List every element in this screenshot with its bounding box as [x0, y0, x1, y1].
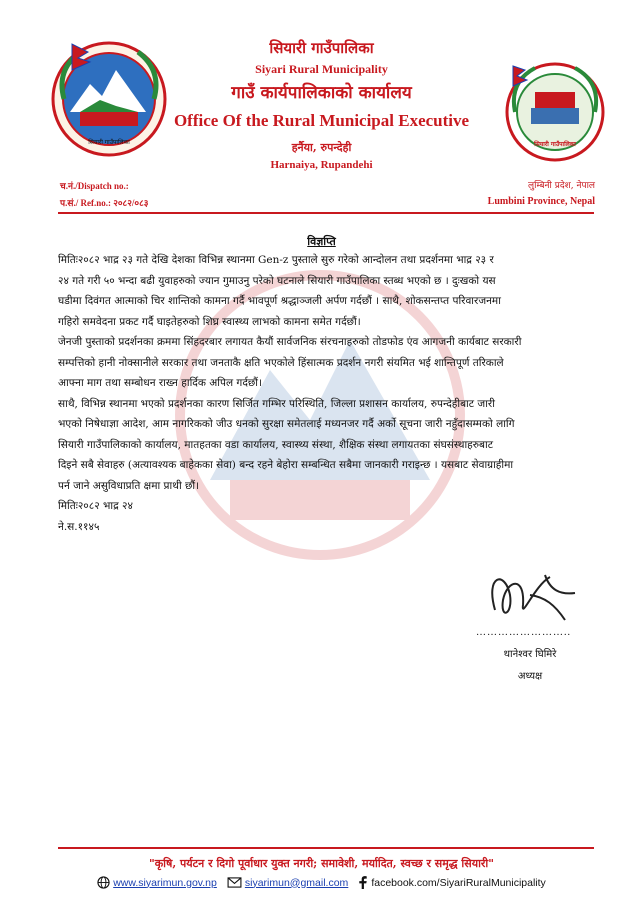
reference-number-label: प.सं./ Ref.no.: २०८२/०८३ [60, 198, 149, 208]
municipality-name-np: सियारी गाउँपालिका [269, 39, 374, 57]
notice-line: सम्पत्तिको हानी नोक्सानीले सरकार तथा जनताकै क्षति भएकोले हिंसात्मक प्रदर्शन नगरी संयमित भई शान्तिपूर्ण तरिकाले [58, 356, 504, 369]
footer-contacts [0, 876, 643, 889]
facebook-link[interactable]: facebook.com/SiyariRuralMunicipality [371, 876, 546, 889]
nepal-sambat-date: ने.स.११४५ [58, 520, 100, 533]
envelope-icon [227, 877, 242, 888]
notice-line: गहिरो समवेदना प्रकट गर्दै घाइतेहरुको शिघ्र स्वास्थ्य लाभको कामना समेत गर्दछौं। [58, 315, 361, 328]
notice-line: २४ गते गरी ५० भन्दा बढी युवाहरुको ज्यान गुमाउनु परेको घटनाले सियारी गाउँपालिका स्तब्ध भएको छ । दुःखको यस [58, 274, 496, 287]
footer-divider [58, 847, 594, 849]
notice-body [58, 250, 594, 537]
notice-line: पर्न जाने असुविधाप्रति क्षमा प्राथी छौं। [58, 479, 200, 492]
handwritten-signature [455, 565, 615, 625]
signatory-name: थानेश्वर घिमिरे [503, 649, 557, 660]
email-contact[interactable] [227, 877, 348, 889]
notice-line: साथै, विभिन्न स्थानमा भएको प्रदर्शनका कारण सिर्जित गम्भिर परिस्थिति, जिल्ला प्रशासन कार्यालय, रुपन्देहीबाट जारी [58, 397, 495, 410]
office-name-np: गाउँ कार्यपालिकाको कार्यालय [231, 83, 412, 103]
office-name-en: Office Of the Rural Municipal Executive [173, 111, 470, 130]
website-link[interactable]: www.siyarimun.gov.np [113, 876, 217, 889]
location-np: हर्नैया, रुपन्देही [291, 141, 352, 154]
notice-line: मितिः२०८२ भाद्र २३ गते देखि देशका विभिन्न स्थानमा Gen-z पुस्ताले सुरु गरेको आन्दोलन तथा प्रदर्शनमा भाद्र २३ र [58, 254, 494, 266]
footer-slogan: "कृषि, पर्यटन र दिगो पूर्वाधार युक्त नगरी; समावेशी, मर्यादित, स्वच्छ र समृद्ध सियारी" [148, 857, 495, 870]
facebook-contact[interactable] [358, 876, 546, 889]
notice-line: दिइने सबै सेवाहरु (अत्यावश्यक बाहेकका सेवा) बन्द रहने बेहोरा सम्बन्धित सबैमा जानकारी गराइन्छ । यसबाट सेवाग्राहीमा [58, 459, 514, 471]
municipality-name-en: Siyari Rural Municipality [255, 62, 388, 76]
dispatch-number-label: च.नं./Dispatch no.: [60, 181, 129, 191]
province-en: Lumbini Province, Nepal [487, 196, 595, 207]
notice-line: सियारी गाउँपालिकाको कार्यालय, मातहतका वडा कार्यालय, स्वास्थ्य संस्था, शैक्षिक संस्था लगायतका संघसंस्थाहरुबाट [58, 438, 494, 451]
left-seal-text: सियारी गाउँपालिका [88, 139, 130, 146]
notice-title: विज्ञप्ति [307, 235, 336, 248]
header-divider [58, 212, 594, 214]
province-np: लुम्बिनी प्रदेश, नेपाल [528, 181, 595, 191]
globe-icon [97, 876, 110, 889]
email-link[interactable]: siyarimun@gmail.com [244, 876, 349, 889]
website-contact[interactable] [97, 876, 217, 889]
facebook-icon [358, 876, 368, 889]
location-en: Harnaiya, Rupandehi [270, 159, 373, 171]
right-seal-text: सियारी गाउँपालिका [534, 141, 576, 148]
signature-line: …………………….. [476, 627, 571, 638]
notice-date: मितिः२०८२ भाद्र २४ [58, 500, 133, 512]
notice-line: भएको निषेधाज्ञा आदेश, आम नागरिकको जीउ धनको सुरक्षा समेतलाई मध्यनजर गर्दै अर्को सूचना जारी नहुँदासम्मको लागि [58, 418, 515, 430]
signatory-title: अध्यक्ष [517, 671, 543, 682]
notice-line: जेनजी पुस्ताको प्रदर्शनका क्रममा सिंहदरबार लगायत कैयौं सार्वजनिक संरचनाहरुको तोडफोड एंव आगजनी कार्यबाट सरकारी [58, 336, 522, 348]
notice-line: आफ्ना माग तथा सम्बोधन राख्न हार्दिक अपिल गर्दछौं। [58, 377, 262, 389]
notice-line: घडीमा दिवंगत आत्माको चिर शान्तिको कामना गर्दै भावपूर्ण श्रद्धाञ्जली अर्पण गर्दछौं । साथै, शोकसन्तप्त परिवारजनमा [58, 295, 501, 307]
